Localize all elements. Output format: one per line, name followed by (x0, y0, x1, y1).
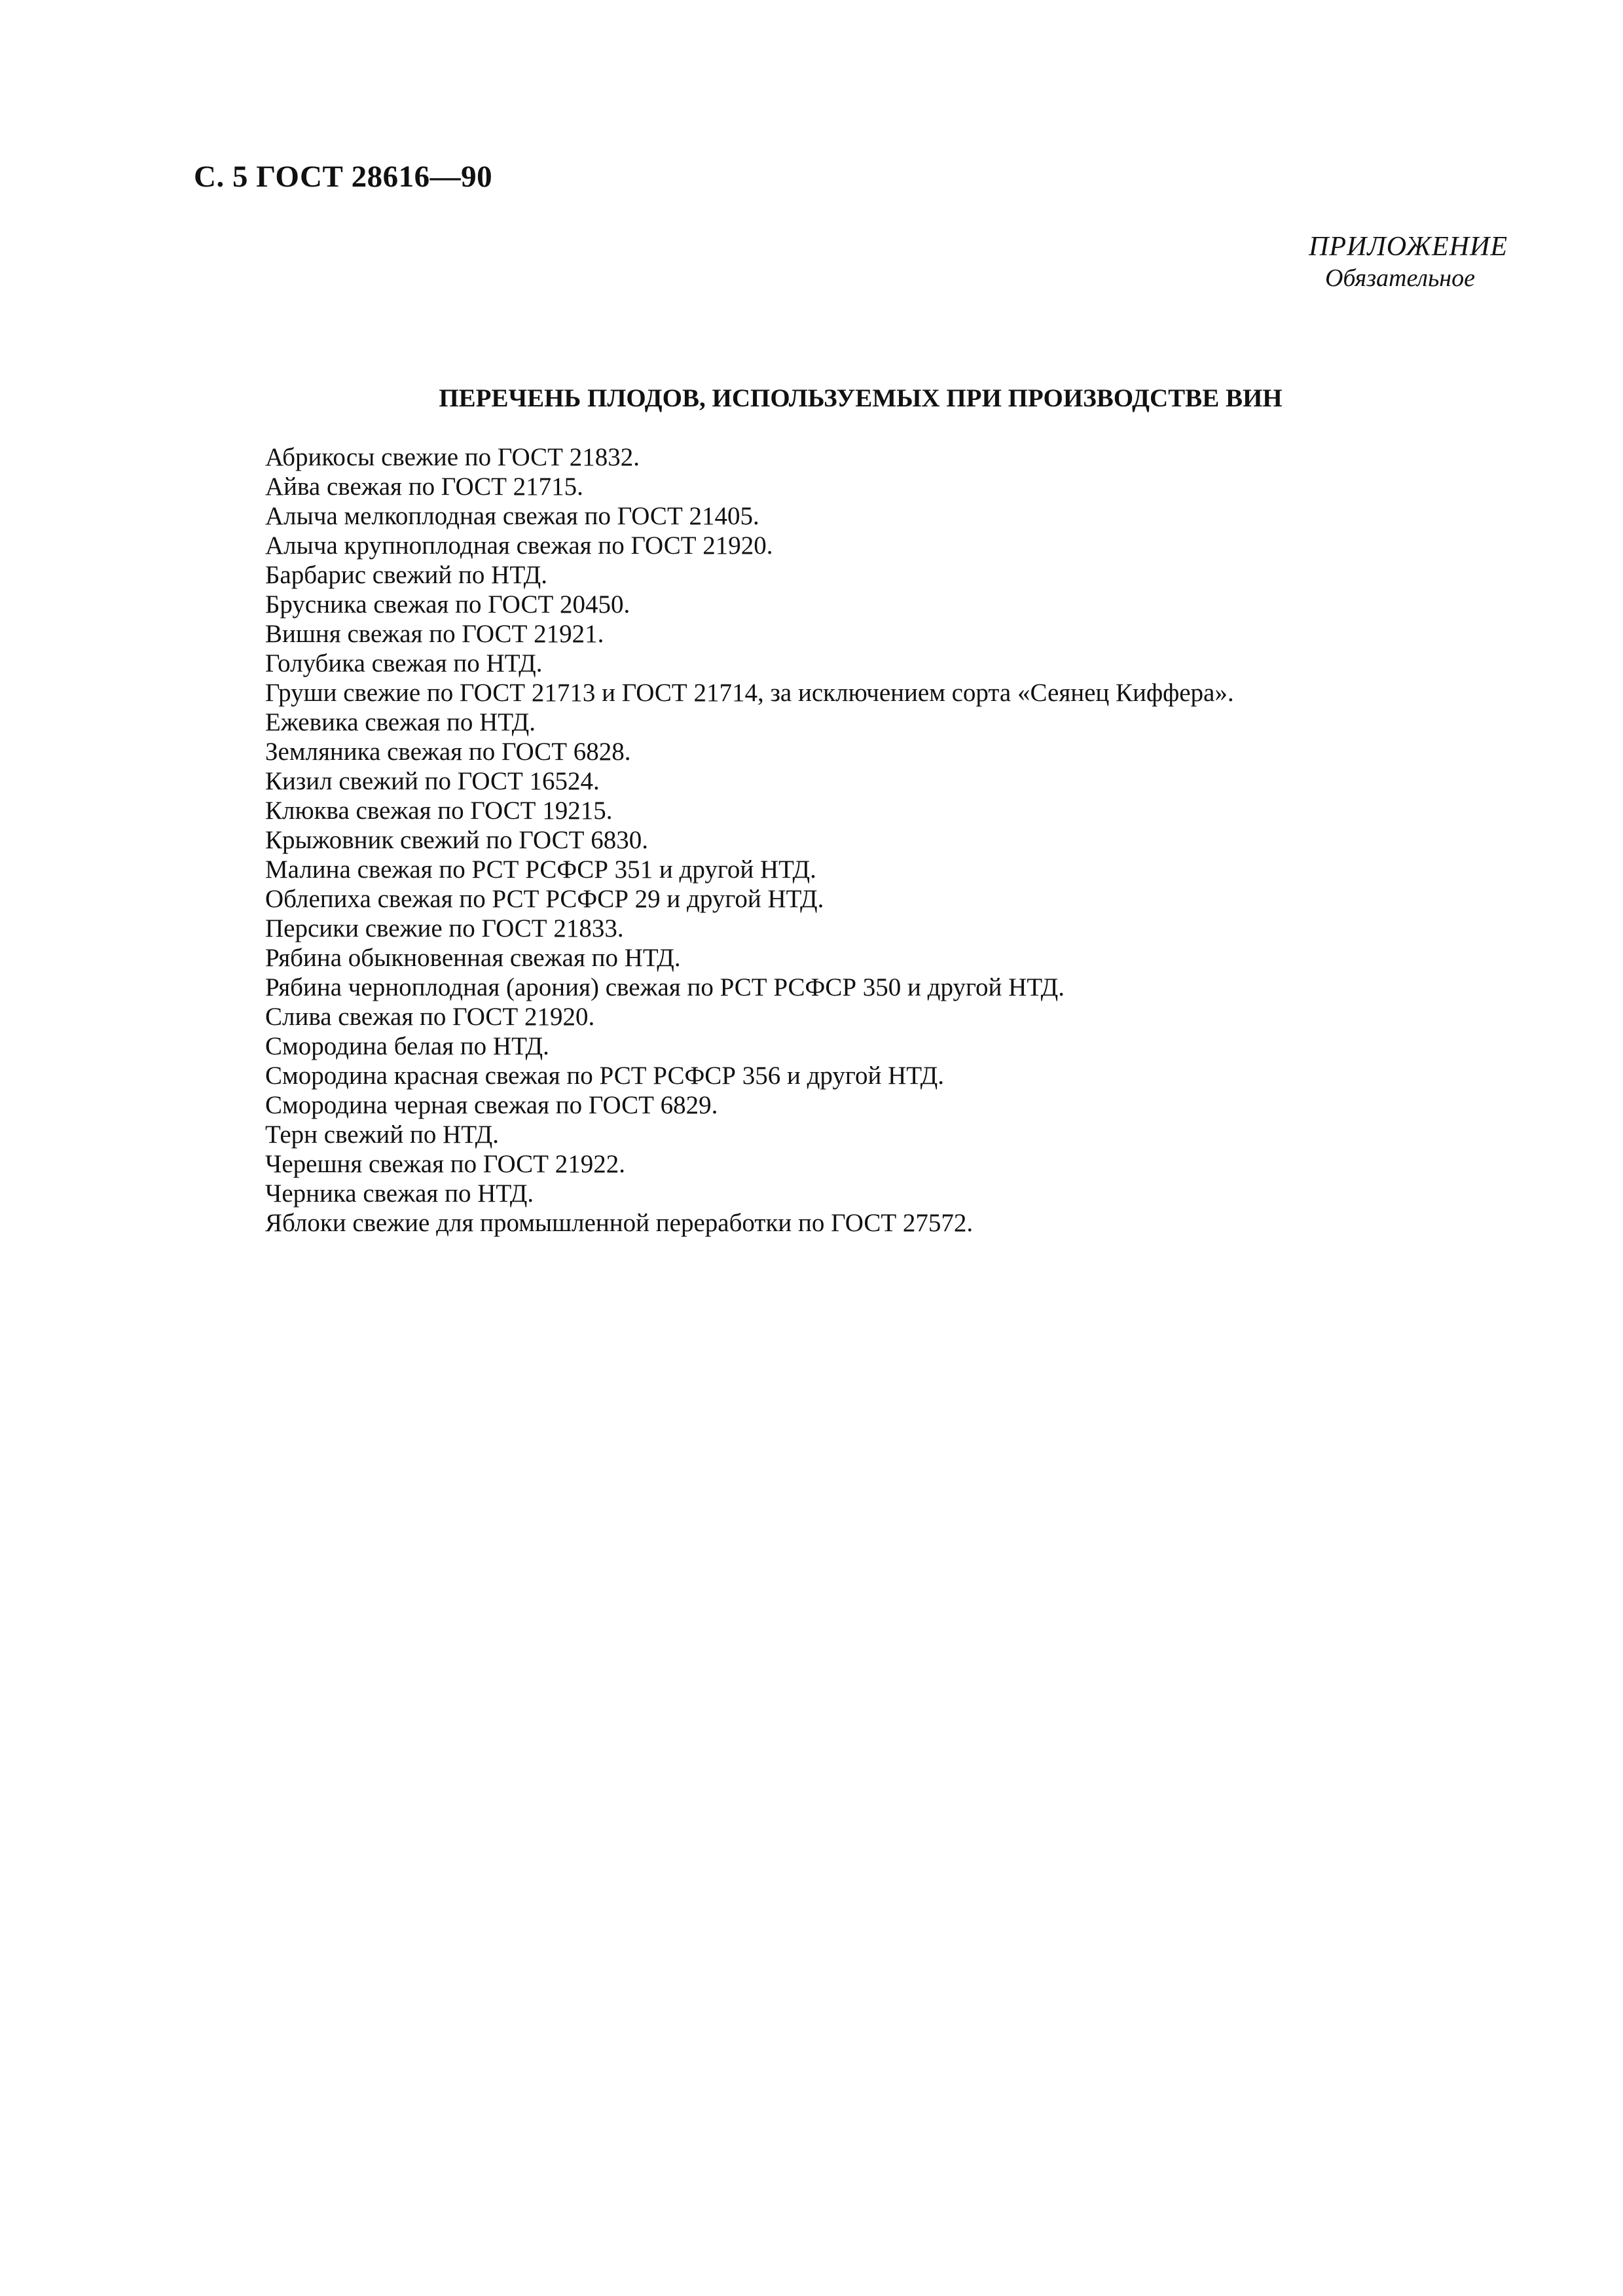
list-item: Черника свежая по НТД. (265, 1179, 534, 1208)
list-item: Абрикосы свежие по ГОСТ 21832. (265, 443, 640, 471)
list-item: Черешня свежая по ГОСТ 21922. (265, 1150, 625, 1178)
fruit-list (265, 442, 1234, 1238)
list-item: Барбарис свежий по НТД. (265, 561, 548, 589)
appendix-title: ПРИЛОЖЕНИЕ (1309, 232, 1508, 262)
list-item: Смородина красная свежая по РСТ РСФСР 356 и другой НТД. (265, 1062, 944, 1090)
list-item: Клюква свежая по ГОСТ 19215. (265, 797, 613, 825)
list-item: Голубика свежая по НТД. (265, 649, 543, 677)
list-item: Малина свежая по РСТ РСФСР 351 и другой НТД. (265, 855, 816, 884)
appendix-status: Обязательное (1324, 264, 1475, 292)
list-item: Смородина белая по НТД. (265, 1032, 549, 1060)
list-item: Яблоки свежие для промышленной переработки по ГОСТ 27572. (265, 1209, 974, 1237)
list-item: Брусника свежая по ГОСТ 20450. (265, 590, 630, 619)
list-item: Персики свежие по ГОСТ 21833. (265, 914, 624, 942)
list-item: Облепиха свежая по РСТ РСФСР 29 и другой НТД. (265, 885, 824, 913)
list-item: Крыжовник свежий по ГОСТ 6830. (265, 826, 648, 854)
list-item: Айва свежая по ГОСТ 21715. (265, 473, 583, 501)
document-title: ПЕРЕЧЕНЬ ПЛОДОВ, ИСПОЛЬЗУЕМЫХ ПРИ ПРОИЗВОДСТВЕ ВИН (439, 384, 1283, 412)
page-header: С. 5 ГОСТ 28616—90 (194, 160, 493, 194)
list-item: Смородина черная свежая по ГОСТ 6829. (265, 1091, 718, 1119)
list-item: Алыча крупноплодная свежая по ГОСТ 21920. (265, 531, 773, 560)
appendix-block (1309, 230, 1508, 293)
list-item: Ежевика свежая по НТД. (265, 708, 536, 736)
list-item: Слива свежая по ГОСТ 21920. (265, 1003, 595, 1031)
list-item: Терн свежий по НТД. (265, 1121, 500, 1149)
list-item: Кизил свежий по ГОСТ 16524. (265, 767, 600, 795)
list-item: Рябина обыкновенная свежая по НТД. (265, 944, 681, 972)
list-item: Земляника свежая по ГОСТ 6828. (265, 738, 631, 766)
list-item: Алыча мелкоплодная свежая по ГОСТ 21405. (265, 502, 759, 530)
list-item: Груши свежие по ГОСТ 21713 и ГОСТ 21714, за исключением сорта «Сеянец Киффера». (265, 679, 1234, 707)
list-item: Рябина черноплодная (арония) свежая по РСТ РСФСР 350 и другой НТД. (265, 973, 1065, 1001)
list-item: Вишня свежая по ГОСТ 21921. (265, 620, 604, 648)
